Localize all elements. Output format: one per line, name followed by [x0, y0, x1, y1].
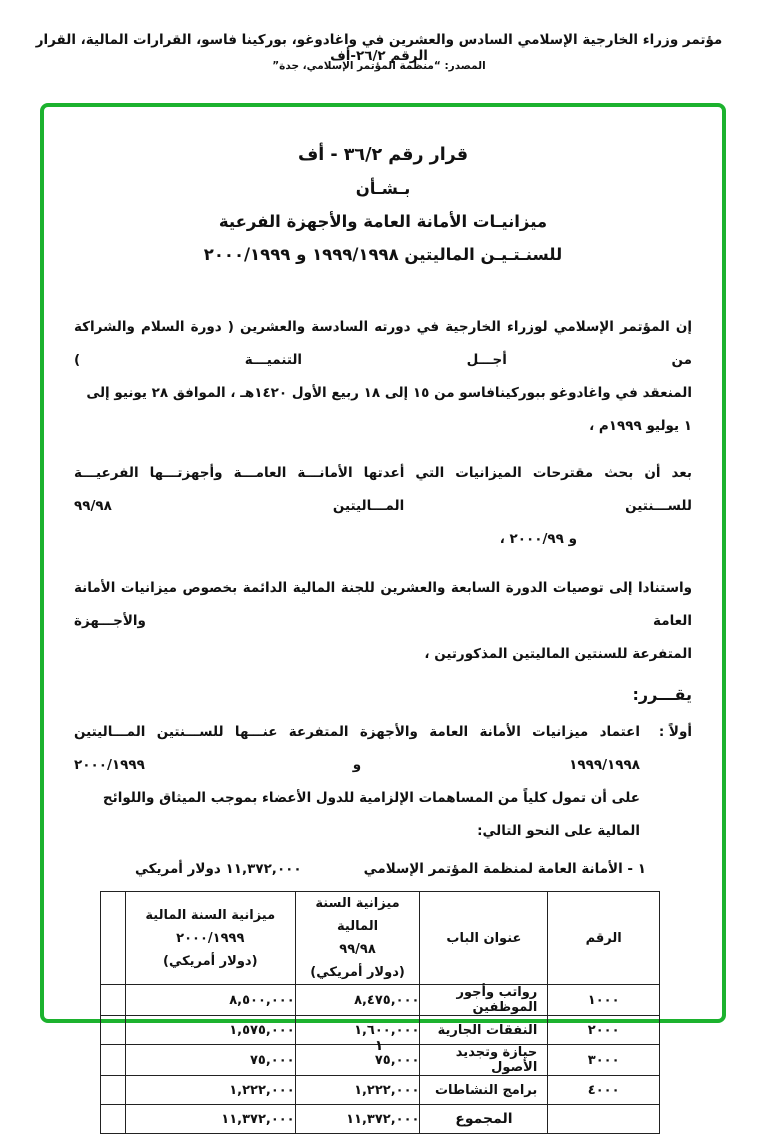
item-line: على أن تمول كلياً من المساهمات الإلزامية للدول الأعضاء بموجب الميثاق واللوائح المالية على النحو التالي: — [102, 790, 640, 839]
paragraph-line: إن المؤتمر الإسلامي لوزراء الخارجية في دورته السادسة والعشرين ( دورة السلام والشراكة من أجـــل التنميـــة ) — [74, 319, 692, 368]
row-empty-cell — [101, 1076, 126, 1105]
preamble-paragraph-2 — [74, 457, 692, 556]
row-budget-9900-cell: ١,٢٢٢,٠٠٠ — [125, 1076, 295, 1105]
resolution-title-block — [74, 139, 692, 271]
header-line: ٩٩/٩٨ — [339, 942, 376, 957]
row-budget-9899-cell: ٨,٤٧٥,٠٠٠ — [295, 985, 420, 1016]
header-line: ٢٠٠٠/١٩٩٩ — [176, 930, 245, 946]
paragraph-line: بعد أن بحث مقترحات الميزانيات التي أعدتها الأمانـــة العامـــة وأجهزتـــها الفرعيـــة للســـنتين المـــاليتين ٩٩/٩٨ — [74, 465, 692, 514]
header-line: ميزانية السنة المالية — [315, 896, 400, 934]
header-line: (دولار أمريكي) — [163, 953, 258, 969]
row-empty-cell — [101, 985, 126, 1016]
document-source-line: المصدر: “منظمة المؤتمر الإسلامي، جدة” — [272, 60, 486, 72]
paragraph-line: المنعقد في واغادوغو ببوركينافاسو من ١٥ إلى ١٨ ربيع الأول ١٤٢٠هـ ، الموافق ٢٨ يونيو إلى ١ يوليو ١٩٩٩م ، — [86, 385, 692, 434]
item-line: اعتماد ميزانيات الأمانة العامة والأجهزة المتفرعة عنـــها للســـنتين المـــاليتين ١٩٩٩/١٩٩٨ و ٢٠٠٠/١٩٩٩ — [74, 724, 640, 773]
row-number-cell: ٢٠٠٠ — [548, 1016, 660, 1045]
resolution-number-line: قرار رقم ٣٦/٢ - أف — [297, 145, 469, 165]
table-total-row — [101, 1105, 660, 1134]
row-chapter-cell: برامج النشاطات — [420, 1076, 548, 1105]
header-line: (دولار أمريكي) — [310, 965, 405, 980]
preamble-paragraph-3 — [74, 572, 692, 671]
subject-title-line: ميزانيـات الأمانة العامة والأجهزة الفرعية — [218, 212, 548, 231]
header-line: ميزانية السنة المالية — [145, 907, 276, 923]
row-budget-9899-cell: ١,٢٢٢,٠٠٠ — [295, 1076, 420, 1105]
row-chapter-cell: النفقات الجارية — [420, 1016, 548, 1045]
header-number-cell: الرقم — [548, 892, 660, 985]
decides-heading: يقـــرر: — [632, 685, 692, 704]
sub-item-text: ١ - الأمانة العامة لمنظمة المؤتمر الإسلامي — [363, 861, 646, 877]
preamble-paragraph-1 — [74, 311, 692, 443]
row-empty-cell — [101, 1105, 126, 1134]
operative-item-first — [74, 716, 692, 848]
row-budget-9900-cell: ١,٥٧٥,٠٠٠ — [125, 1016, 295, 1045]
header-chapter-cell: عنوان الباب — [420, 892, 548, 985]
table-row — [101, 1076, 660, 1105]
sub-item-general-secretariat — [74, 861, 692, 877]
row-number-cell — [548, 1105, 660, 1134]
row-chapter-cell: رواتب وأجور الموظفين — [420, 985, 548, 1016]
table-header-row — [101, 892, 660, 985]
sub-item-amount: ١١,٣٧٢,٠٠٠ دولار أمريكي — [134, 861, 302, 877]
total-label-cell: المجموع — [420, 1105, 548, 1134]
row-budget-9899-cell: ١,٦٠٠,٠٠٠ — [295, 1016, 420, 1045]
header-budget-9899-cell — [295, 892, 420, 985]
row-chapter-cell: حيازة وتجديد الأصول — [420, 1045, 548, 1076]
total-budget-9900-cell: ١١,٣٧٢,٠٠٠ — [125, 1105, 295, 1134]
document-header-title: مؤتمر وزراء الخارجية الإسلامي السادس والعشرين في واغادوغو، بوركينا فاسو، القرارات المالية، القرار الرقم ٢٦/٢-أف — [35, 32, 723, 64]
table-row — [101, 985, 660, 1016]
item-label: أولاً : — [658, 724, 692, 740]
header-budget-9900-cell — [125, 892, 295, 985]
row-number-cell: ١٠٠٠ — [548, 985, 660, 1016]
budget-table — [100, 891, 660, 1134]
paragraph-line: واستنادا إلى توصيات الدورة السابعة والعشرين للجنة المالية الدائمة بخصوص ميزانيات الأمانة العامة والأجـــهزة — [74, 580, 692, 629]
paragraph-line: المتفرعة للسنتين الماليتين المذكورتين ، — [424, 646, 692, 662]
row-number-cell: ٣٠٠٠ — [548, 1045, 660, 1076]
subject-word-line: بـشـأن — [355, 179, 411, 198]
page-number: ١ — [374, 1038, 384, 1054]
header-empty-cell — [101, 892, 126, 985]
resolution-border-box — [40, 103, 726, 1127]
total-budget-9899-cell: ١١,٣٧٢,٠٠٠ — [295, 1105, 420, 1134]
row-budget-9900-cell: ٨,٥٠٠,٠٠٠ — [125, 985, 295, 1016]
row-budget-9900-cell: ٧٥,٠٠٠ — [125, 1045, 295, 1076]
row-budget-9899-cell: ٧٥,٠٠٠ — [295, 1045, 420, 1076]
item-text — [74, 716, 640, 848]
row-number-cell: ٤٠٠٠ — [548, 1076, 660, 1105]
fiscal-years-line: للسنـتـيـن الماليتين ١٩٩٩/١٩٩٨ و ٢٠٠٠/١٩٩٩ — [203, 245, 563, 264]
paragraph-line: و ٢٠٠٠/٩٩ ، — [499, 531, 577, 547]
